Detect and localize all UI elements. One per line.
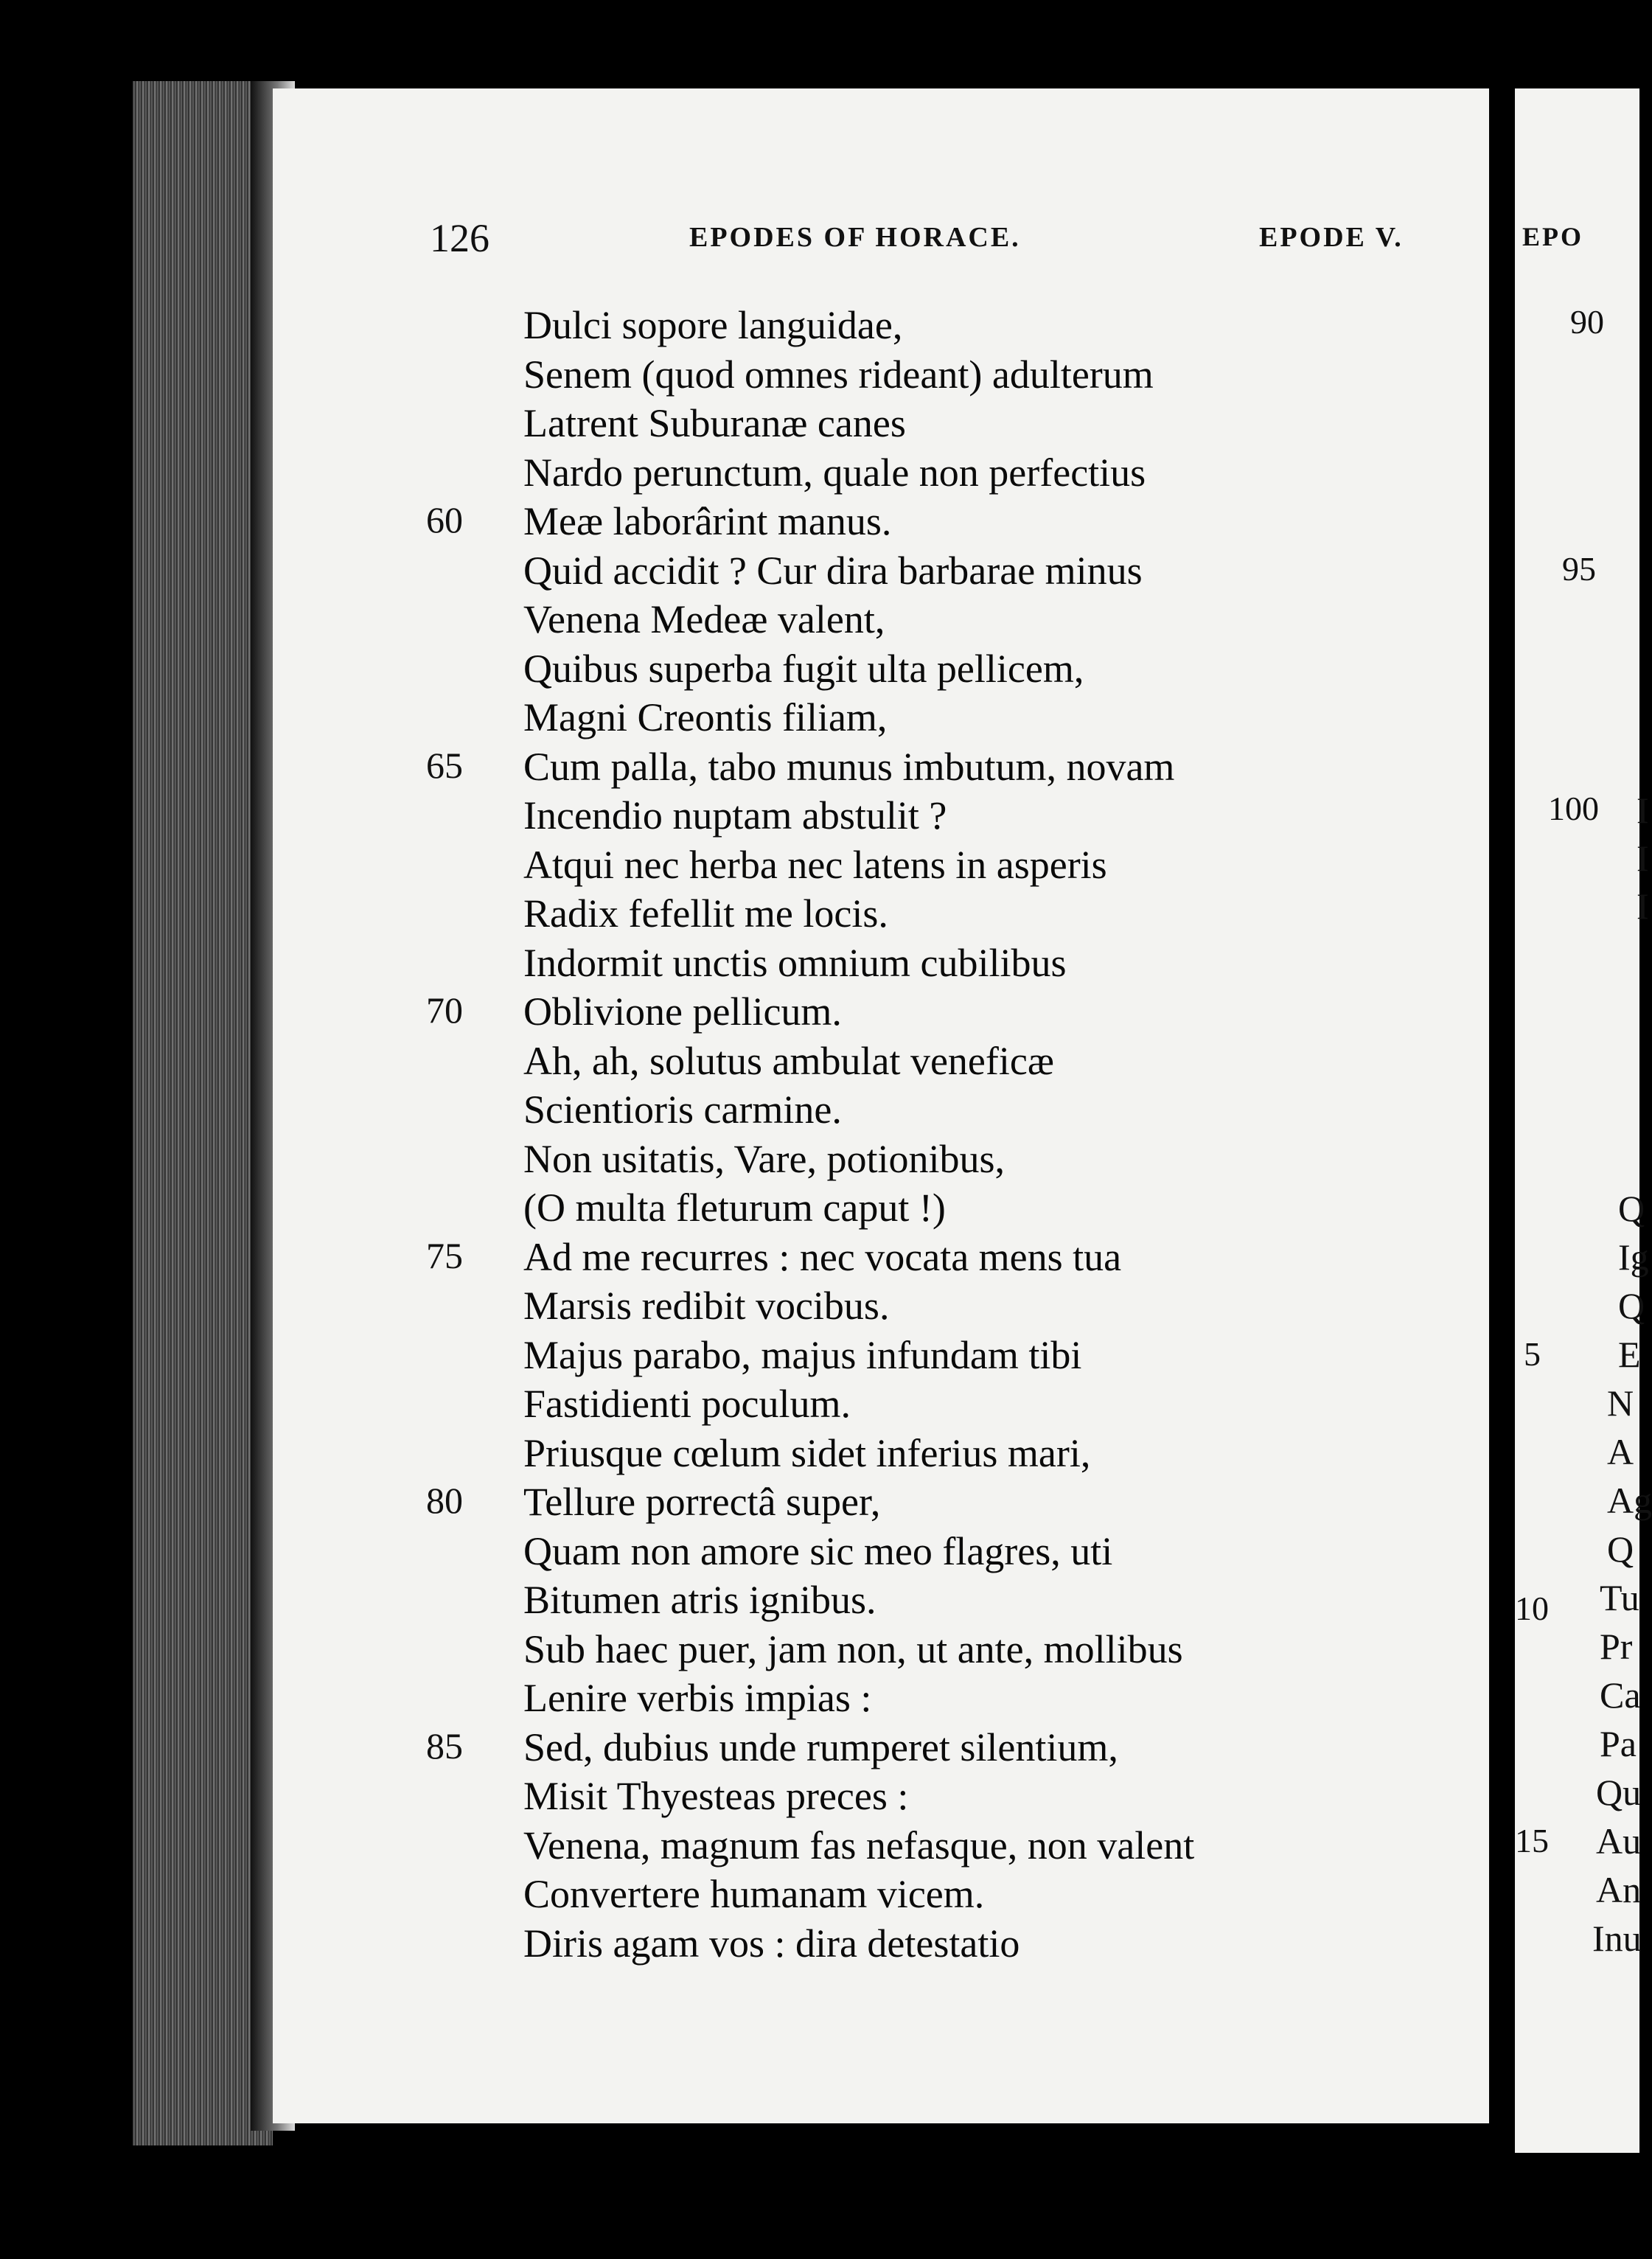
line-text: Marsis redibit vocibus. [523, 1284, 890, 1328]
facing-line-fragment: I [1637, 790, 1649, 831]
poem-text [0, 302, 1489, 1969]
poem-line [0, 1675, 1489, 1724]
line-text: Ah, ah, solutus ambulat veneficæ [523, 1038, 1054, 1083]
line-text: Radix fefellit me locis. [523, 891, 888, 936]
line-text: Bitumen atris ignibus. [523, 1578, 876, 1622]
line-text: (O multa fleturum caput !) [523, 1186, 946, 1230]
poem-line [0, 1038, 1489, 1087]
line-text: Non usitatis, Vare, potionibus, [523, 1136, 1005, 1181]
facing-line-fragment: Q [1618, 1188, 1645, 1229]
poem-line [0, 1087, 1489, 1136]
line-text: Misit Thyesteas preces : [523, 1774, 909, 1818]
line-text: Majus parabo, majus infundam tibi [523, 1332, 1082, 1377]
poem-line [0, 1724, 1489, 1774]
line-text: Priusque cœlum sidet inferius mari, [523, 1430, 1091, 1475]
poem-line [0, 1528, 1489, 1578]
facing-line-number: 100 [1548, 790, 1599, 827]
poem-line [0, 1479, 1489, 1528]
line-text: Quam non amore sic meo flagres, uti [523, 1528, 1113, 1573]
poem-line [0, 596, 1489, 646]
line-number: 70 [426, 989, 463, 1031]
line-text: Diris agam vos : dira detestatio [523, 1921, 1020, 1966]
line-number: 80 [426, 1480, 463, 1521]
facing-line-fragment: Ig [1618, 1236, 1649, 1278]
line-text: Indormit unctis omnium cubilibus [523, 940, 1067, 985]
poem-line [0, 1283, 1489, 1332]
facing-line-number: 95 [1562, 550, 1596, 588]
line-text: Tellure porrectâ super, [523, 1480, 881, 1524]
line-text: Atqui nec herba nec latens in asperis [523, 842, 1107, 887]
page-header [0, 215, 1639, 260]
poem-line [0, 548, 1489, 597]
poem-line [0, 1773, 1489, 1823]
facing-line-fragment: Ca [1600, 1674, 1641, 1716]
poem-line [0, 989, 1489, 1038]
line-text: Latrent Suburanæ canes [523, 401, 906, 445]
facing-line-number: 10 [1515, 1590, 1549, 1627]
line-text: Nardo perunctum, quale non perfectius [523, 450, 1146, 495]
line-text: Convertere humanam vicem. [523, 1872, 985, 1916]
line-text: Meæ laborârint manus. [523, 499, 892, 543]
poem-line [0, 695, 1489, 744]
poem-line [0, 1381, 1489, 1430]
poem-line [0, 744, 1489, 793]
line-text: Cum palla, tabo munus imbutum, novam [523, 744, 1175, 789]
facing-line-number: 15 [1515, 1822, 1549, 1859]
line-text: Dulci sopore languidae, [523, 303, 903, 347]
poem-line [0, 1577, 1489, 1626]
poem-line [0, 1871, 1489, 1921]
facing-line-fragment: Q [1607, 1528, 1634, 1570]
line-text: Fastidienti poculum. [523, 1382, 851, 1426]
line-text: Senem (quod omnes rideant) adulterum [523, 352, 1154, 397]
line-number: 60 [426, 499, 463, 540]
poem-line [0, 1332, 1489, 1382]
line-text: Quibus superba fugit ulta pellicem, [523, 646, 1084, 691]
facing-line-fragment: Qu [1596, 1772, 1642, 1813]
poem-line [0, 498, 1489, 548]
running-title: EPODES OF HORACE. [689, 222, 1021, 253]
line-text: Sed, dubius unde rumperet silentium, [523, 1724, 1118, 1769]
poem-line [0, 450, 1489, 499]
facing-line-fragment: Q [1618, 1285, 1645, 1326]
line-text: Quid accidit ? Cur dira barbarae minus [523, 548, 1143, 593]
poem-line [0, 940, 1489, 989]
facing-page [1515, 88, 1652, 2153]
facing-line-fragment: An [1596, 1869, 1642, 1910]
line-text: Lenire verbis impias : [523, 1676, 872, 1720]
poem-line [0, 302, 1489, 352]
facing-line-fragment: I [1637, 885, 1649, 927]
poem-line [0, 646, 1489, 695]
poem-line [0, 1823, 1489, 1872]
line-text: Ad me recurres : nec vocata mens tua [523, 1234, 1122, 1279]
line-text: Venena, magnum fas nefasque, non valent [523, 1823, 1195, 1868]
section-title: EPODE V. [1259, 222, 1404, 253]
poem-line [0, 1430, 1489, 1480]
poem-line [0, 1921, 1489, 1970]
poem-line [0, 842, 1489, 891]
line-text: Oblivione pellicum. [523, 989, 842, 1034]
poem-line [0, 400, 1489, 450]
facing-line-fragment: E [1618, 1334, 1641, 1375]
facing-line-fragment: Pa [1600, 1723, 1637, 1764]
facing-line-fragment: I [1637, 838, 1649, 879]
facing-line-number: 90 [1570, 303, 1604, 341]
line-text: Venena Medeæ valent, [523, 597, 885, 641]
poem-line [0, 891, 1489, 940]
facing-line-fragment: Pr [1600, 1626, 1633, 1667]
line-number: 75 [426, 1234, 463, 1276]
line-text: Magni Creontis filiam, [523, 695, 888, 739]
poem-line [0, 793, 1489, 842]
line-number: 65 [426, 744, 463, 786]
facing-line-fragment: Ag [1607, 1480, 1652, 1521]
facing-page-header: EPO [1522, 222, 1584, 251]
poem-line [0, 1136, 1489, 1186]
poem-line [0, 1185, 1489, 1234]
facing-line-fragment: A [1607, 1431, 1634, 1472]
facing-line-fragment: Tu [1600, 1577, 1639, 1618]
poem-line [0, 1626, 1489, 1676]
line-number: 85 [426, 1724, 463, 1767]
page-number: 126 [430, 216, 489, 260]
facing-line-fragment: N [1607, 1382, 1634, 1424]
poem-line [0, 352, 1489, 401]
line-text: Incendio nuptam abstulit ? [523, 793, 947, 838]
facing-line-fragment: Inu [1592, 1918, 1642, 1959]
poem-line [0, 1234, 1489, 1284]
line-text: Sub haec puer, jam non, ut ante, mollibus [523, 1626, 1183, 1671]
facing-line-number: 5 [1524, 1335, 1541, 1373]
page-divider [1489, 81, 1515, 2145]
facing-line-fragment: Au [1596, 1820, 1642, 1862]
line-text: Scientioris carmine. [523, 1087, 842, 1132]
